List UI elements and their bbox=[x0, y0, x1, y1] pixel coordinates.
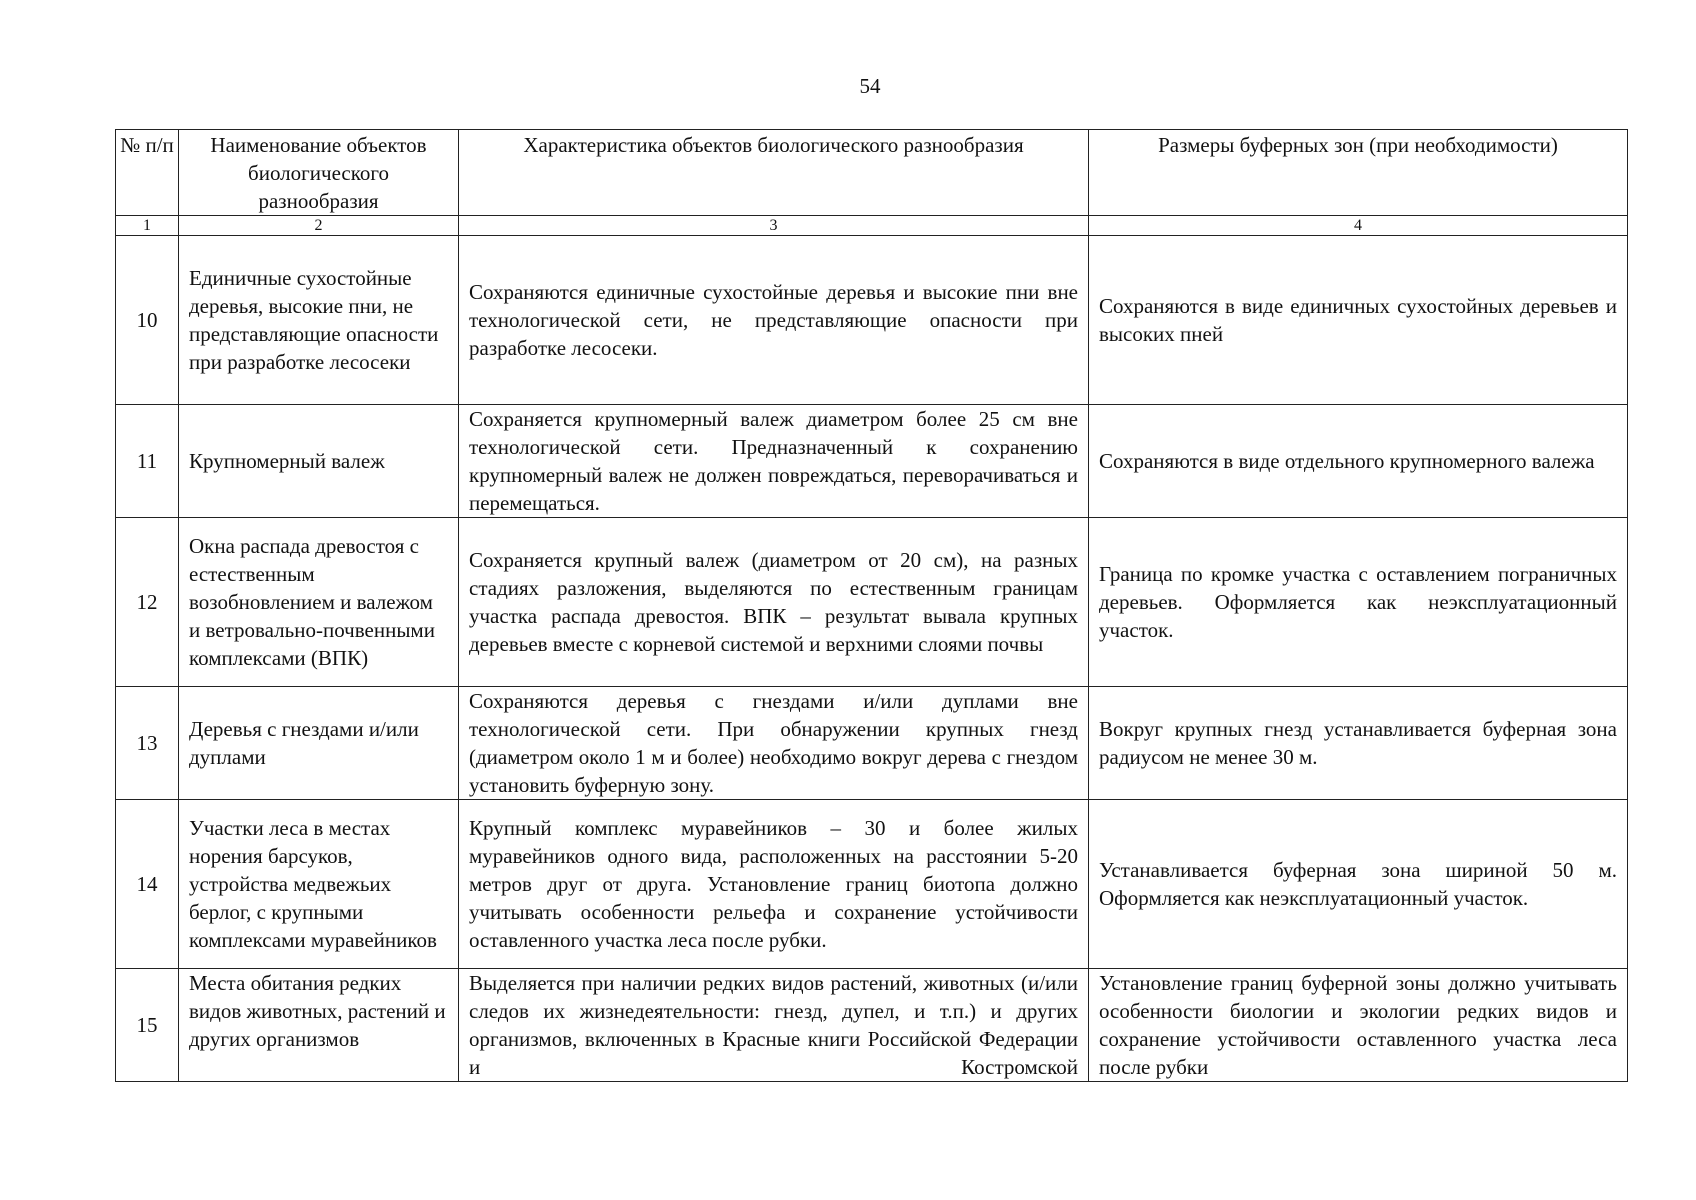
object-name: Окна распада древостоя с естественным возобновлением и валежом и ветровально-почвенными комплексами (ВПК) bbox=[179, 518, 459, 687]
object-description: Сохраняются деревья с гнездами и/или дуплами вне технологической сети. При обнаружении крупных гнезд (диаметром около 1 м и более) необходимо вокруг дерева с гнездом установить буферную зону. bbox=[459, 687, 1089, 800]
object-description: Выделяется при наличии редких видов растений, животных (и/или следов их жизнедеятельности: гнезд, дупел, и т.п.) и других организмов, включенных в Красные книги Российской Федерации и Костромской bbox=[459, 969, 1089, 1082]
object-name: Участки леса в местах норения барсуков, устройства медвежьих берлог, с крупными комплексами муравейников bbox=[179, 800, 459, 969]
page-number: 54 bbox=[859, 74, 881, 98]
table-row bbox=[116, 236, 1628, 405]
table-header bbox=[116, 130, 1628, 236]
header-object-characteristics: Характеристика объектов биологического разнообразия bbox=[459, 130, 1089, 216]
row-number: 15 bbox=[116, 969, 179, 1082]
buffer-zone: Вокруг крупных гнезд устанавливается буферная зона радиусом не менее 30 м. bbox=[1089, 687, 1628, 800]
object-name: Единичные сухостойные деревья, высокие пни, не представляющие опасности при разработке лесосеки bbox=[179, 236, 459, 405]
header-buffer-zone-size: Размеры буферных зон (при необходимости) bbox=[1089, 130, 1628, 216]
object-description: Сохраняется крупный валеж (диаметром от 20 см), на разных стадиях разложения, выделяются по естественным границам участка распада древостоя. ВПК – результат вывала крупных деревьев вместе с корневой системой и верхними слоями почвы bbox=[459, 518, 1089, 687]
row-number: 14 bbox=[116, 800, 179, 969]
object-name: Места обитания редких видов животных, растений и других организмов bbox=[179, 969, 459, 1082]
header-number: № п/п bbox=[116, 130, 179, 216]
row-number: 12 bbox=[116, 518, 179, 687]
buffer-zone: Установление границ буферной зоны должно учитывать особенности биологии и экологии редких видов и сохранение устойчивости оставленного участка леса после рубки bbox=[1089, 969, 1628, 1082]
object-name: Крупномерный валеж bbox=[179, 405, 459, 518]
table-row bbox=[116, 518, 1628, 687]
object-description: Крупный комплекс муравейников – 30 и более жилых муравейников одного вида, расположенных на расстоянии 5-20 метров друг от друга. Установление границ биотопа должно учитывать особенности рельефа и сохранение устойчивости оставленного участка леса после рубки. bbox=[459, 800, 1089, 969]
object-name: Деревья с гнездами и/или дуплами bbox=[179, 687, 459, 800]
column-number-row bbox=[116, 216, 1628, 236]
table-body bbox=[116, 236, 1628, 1082]
table-row bbox=[116, 800, 1628, 969]
column-number: 3 bbox=[459, 216, 1089, 236]
header-row bbox=[116, 130, 1628, 216]
table-row bbox=[116, 687, 1628, 800]
header-object-name: Наименование объектов биологического разнообразия bbox=[179, 130, 459, 216]
column-number: 2 bbox=[179, 216, 459, 236]
table-row bbox=[116, 405, 1628, 518]
buffer-zone: Граница по кромке участка с оставлением пограничных деревьев. Оформляется как неэксплуатационный участок. bbox=[1089, 518, 1628, 687]
buffer-zone: Сохраняются в виде отдельного крупномерного валежа bbox=[1089, 405, 1628, 518]
buffer-zone: Сохраняются в виде единичных сухостойных деревьев и высоких пней bbox=[1089, 236, 1628, 405]
row-number: 10 bbox=[116, 236, 179, 405]
buffer-zone: Устанавливается буферная зона шириной 50 м. Оформляется как неэксплуатационный участок. bbox=[1089, 800, 1628, 969]
row-number: 11 bbox=[116, 405, 179, 518]
object-description: Сохраняются единичные сухостойные деревья и высокие пни вне технологической сети, не представляющие опасности при разработке лесосеки. bbox=[459, 236, 1089, 405]
table-row bbox=[116, 969, 1628, 1082]
row-number: 13 bbox=[116, 687, 179, 800]
biodiversity-objects-table bbox=[115, 129, 1628, 1082]
object-description: Сохраняется крупномерный валеж диаметром более 25 см вне технологической сети. Предназначенный к сохранению крупномерный валеж не должен повреждаться, переворачиваться и перемещаться. bbox=[459, 405, 1089, 518]
column-number: 4 bbox=[1089, 216, 1628, 236]
column-number: 1 bbox=[116, 216, 179, 236]
